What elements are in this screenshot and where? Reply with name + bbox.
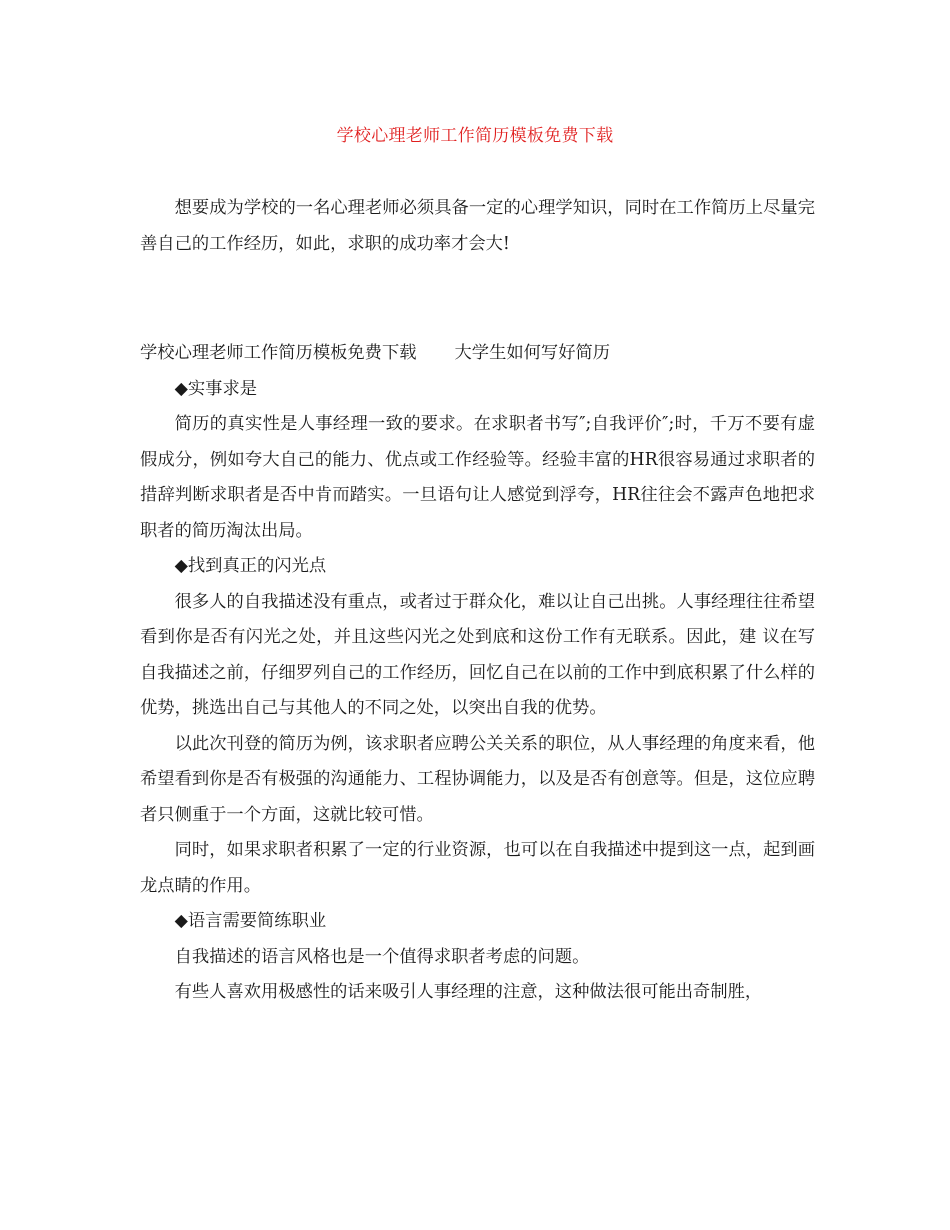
section-heading-line (140, 336, 815, 372)
paragraph-highlight-3: 同时，如果求职者积累了一定的行业资源，也可以在自我描述中提到这一点，起到画龙点睛的作用。 (140, 840, 815, 896)
paragraph-highlight-2: 以此次刊登的简历为例，该求职者应聘公关关系的职位，从人事经理的角度来看，他希望看到你是否有极强的沟通能力、工程协调能力，以及是否有创意等。但是，这位应聘者只侧重于一个方面，这就比较可惜。 (140, 733, 815, 825)
paragraph-truthful: 简历的真实性是人事经理一致的要求。在求职者书写″;自我评价″;时，千万不要有虚假成分，例如夸大自己的能力、优点或工作经验等。经验丰富的HR很容易通过求职者的措辞判断求职者是否中肯而踏实。一旦语句让人感觉到浮夸，HR往往会不露声色地把求职者的简历淘汰出局。 (140, 414, 815, 541)
paragraph-highlight-1: 很多人的自我描述没有重点，或者过于群众化，难以让自己出挑。人事经理往往希望看到你是否有闪光之处，并且这些闪光之处到底和这份工作有无联系。因此，建 议在写自我描述之前，仔细罗列自己的工作经历，回忆自己在以前的工作中到底积累了什么样的优势，挑选出自己与其他人的不同之处，以突出自我的优势。 (140, 591, 815, 718)
paragraph-language-2: 有些人喜欢用极感性的话来吸引人事经理的注意，这种做法很可能出奇制胜， (174, 982, 763, 1002)
heading-right: 大学生如何写好简历 (454, 343, 611, 363)
intro-block (140, 191, 815, 262)
heading-left: 学校心理老师工作简历模板免费下载 (140, 343, 417, 363)
section-heading-truthful: ◆实事求是 (174, 378, 258, 399)
paragraph-language-1: 自我描述的语言风格也是一个值得求职者考虑的问题。 (174, 946, 590, 967)
document-title: 学校心理老师工作简历模板免费下载 (336, 126, 614, 146)
section-heading-highlight: ◆找到真正的闪光点 (174, 556, 327, 576)
section-heading-language: ◆语言需要简练职业 (174, 911, 327, 931)
main-content (140, 336, 815, 1011)
intro-paragraph: 想要成为学校的一名心理老师必须具备一定的心理学知识，同时在工作简历上尽量完善自己的工作经历，如此，求职的成功率才会大! (140, 198, 815, 254)
